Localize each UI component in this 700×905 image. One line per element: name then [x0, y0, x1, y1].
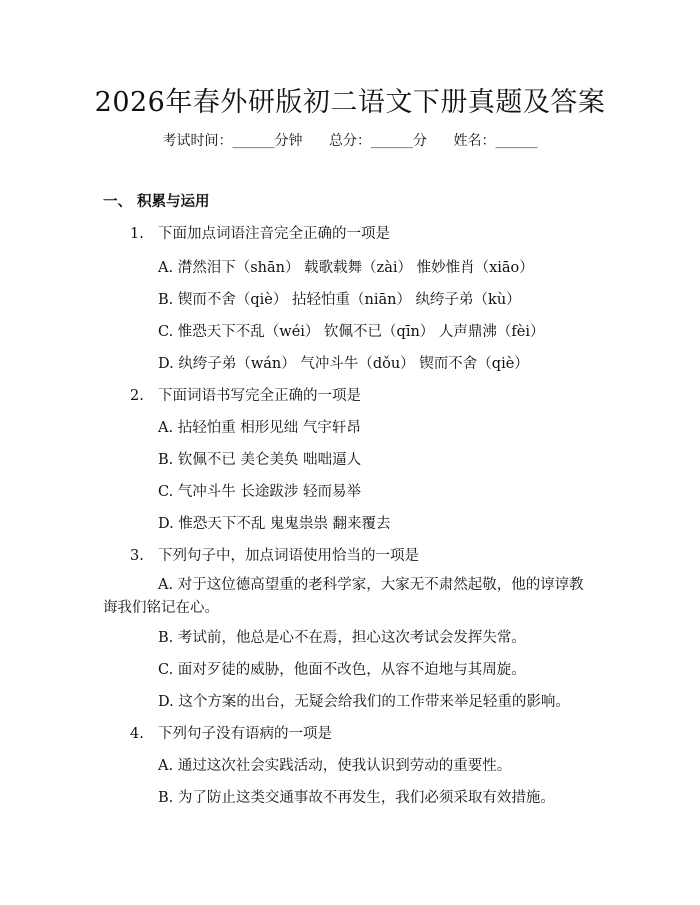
q1-option-d: D. 纨绔子弟（wán） 气冲斗牛（dǒu） 锲而不舍（qiè）: [158, 356, 529, 372]
q2-option-c: C. 气冲斗牛 长途跋涉 轻而易举: [158, 484, 362, 500]
section-number: 一、: [103, 193, 132, 210]
q1-option-b: B. 锲而不舍（qiè） 拈轻怕重（niān） 纨绔子弟（kù）: [158, 292, 521, 308]
q2-option-a: A. 拈轻怕重 相形见绌 气宇轩昂: [158, 420, 361, 436]
q1-option-c: C. 惟恐天下不乱（wéi） 钦佩不已（qīn） 人声鼎沸（fèi）: [158, 324, 545, 340]
question-number: 2.: [130, 388, 144, 404]
q2-option-b: B. 钦佩不已 美仑美奂 咄咄逼人: [158, 452, 362, 468]
question-1: [130, 222, 390, 243]
question-3: [130, 544, 419, 565]
question-stem: 下面词语书写完全正确的一项是: [158, 388, 361, 404]
question-2: [130, 384, 361, 405]
page-title: 2026年春外研版初二语文下册真题及答案: [94, 87, 606, 118]
q1-option-a: A. 潸然泪下（shān） 载歌载舞（zài） 惟妙惟肖（xiāo）: [158, 260, 534, 276]
question-stem: 下列句子中，加点词语使用恰当的一项是: [158, 548, 419, 564]
q2-option-d: D. 惟恐天下不乱 鬼鬼祟祟 翻来覆去: [158, 516, 391, 532]
exam-info-line: [0, 130, 700, 150]
student-name-field: 姓名：______: [453, 133, 538, 149]
q4-option-b: B. 为了防止这类交通事故不再发生，我们必须采取有效措施。: [158, 790, 555, 806]
question-4: [130, 722, 332, 743]
q3-option-d: D. 这个方案的出台，无疑会给我们的工作带来举足轻重的影响。: [158, 694, 570, 710]
section-title: 积累与运用: [137, 193, 210, 210]
question-number: 3.: [130, 548, 144, 564]
question-stem: 下面加点词语注音完全正确的一项是: [158, 226, 390, 242]
section-heading: [103, 190, 210, 211]
q4-option-a: A. 通过这次社会实践活动，使我认识到劳动的重要性。: [158, 758, 512, 774]
exam-time-field: 考试时间：______分钟: [162, 133, 303, 149]
question-number: 4.: [130, 726, 144, 742]
question-number: 1.: [130, 226, 144, 242]
q3-option-b: B. 考试前，他总是心不在焉，担心这次考试会发挥失常。: [158, 630, 526, 646]
total-score-field: 总分：______分: [329, 133, 427, 149]
question-stem: 下列句子没有语病的一项是: [158, 726, 332, 742]
q3-option-c: C. 面对歹徒的威胁，他面不改色，从容不迫地与其周旋。: [158, 662, 526, 678]
q3-option-a: A. 对于这位德高望重的老科学家，大家无不肃然起敬，他的谆谆教诲我们铭记在心。: [103, 577, 584, 616]
